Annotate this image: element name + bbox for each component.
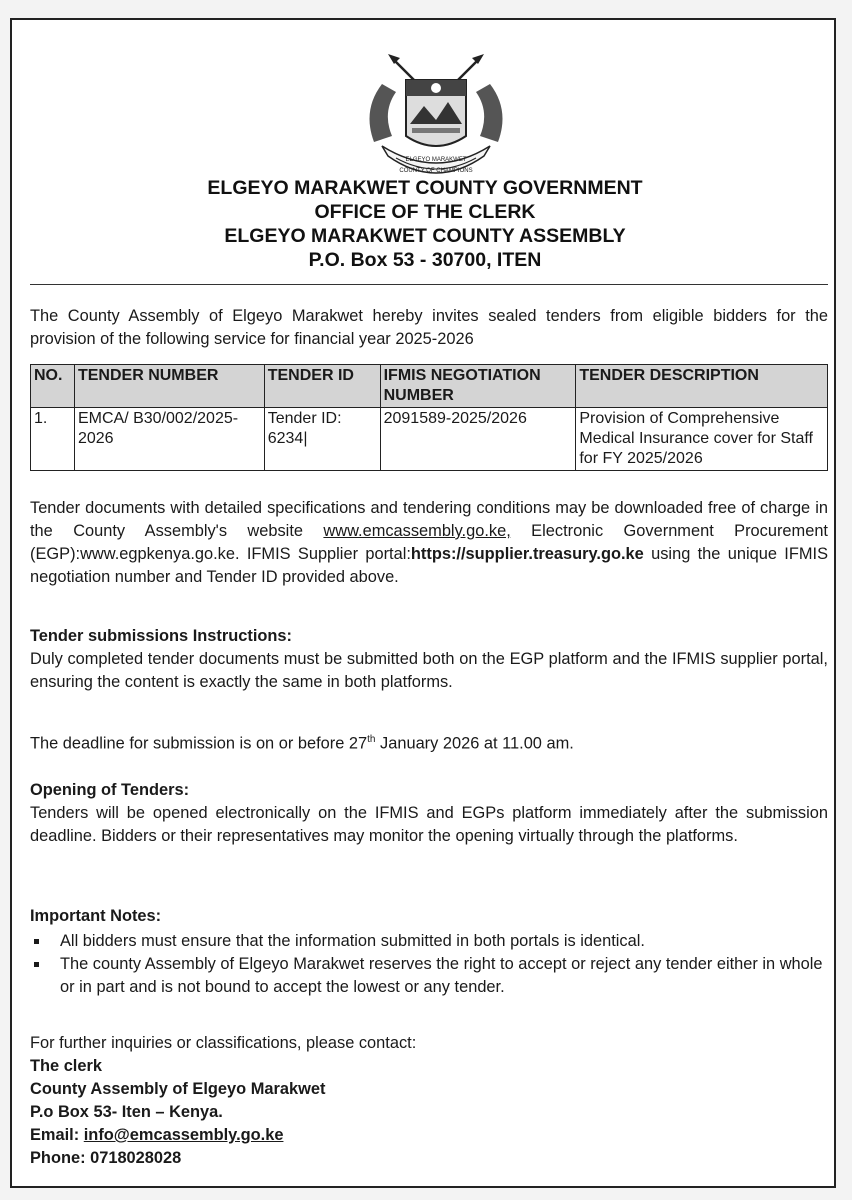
- header-line-1: ELGEYO MARAKWET COUNTY GOVERNMENT: [207, 177, 643, 199]
- cell-tender-number: EMCA/ B30/002/2025-2026: [74, 408, 264, 471]
- county-crest-logo: [352, 40, 520, 188]
- intro-paragraph: The County Assembly of Elgeyo Marakwet hereby invites sealed tenders from eligible bidders for the provision of the following service for financial year 2025-2026: [30, 307, 828, 348]
- table-row: [31, 408, 828, 471]
- contact-box: P.o Box 53- Iten – Kenya.: [30, 1103, 223, 1121]
- table-header-row: [31, 365, 828, 408]
- documents-text-3: using the unique IFMIS negotiation number and Tender ID provided above.: [30, 545, 828, 586]
- contact-intro: For further inquiries or classifications, please contact:: [30, 1034, 417, 1052]
- email-link[interactable]: info@emcassembly.go.ke: [83, 1126, 284, 1144]
- deadline-sup: th: [367, 734, 376, 745]
- deadline-text: [30, 728, 828, 755]
- submission-title: Tender submissions Instructions:: [30, 627, 292, 645]
- header-line-2: OFFICE OF THE CLERK: [314, 201, 536, 223]
- tender-table: [30, 364, 828, 471]
- col-header-tender-number: TENDER NUMBER: [74, 365, 264, 408]
- documents-text-2: Electronic Government Procurement (EGP):www.egpkenya.go.ke. IFMIS Supplier portal:: [30, 522, 828, 563]
- website-link[interactable]: www.emcassembly.go.ke,: [323, 522, 511, 540]
- email-label: Email:: [30, 1126, 84, 1144]
- list-item: All bidders must ensure that the information submitted in both portals is identical.: [30, 930, 828, 953]
- header-divider: [30, 284, 828, 285]
- col-header-ifmis-number: IFMIS NEGOTIATION NUMBER: [380, 365, 576, 408]
- col-header-tender-id: TENDER ID: [264, 365, 380, 408]
- list-item: The county Assembly of Elgeyo Marakwet reserves the right to accept or reject any tender either in whole or in part and is not bound to accept the lowest or any tender.: [30, 953, 828, 999]
- cell-description: Provision of Comprehensive Medical Insurance cover for Staff for FY 2025/2026: [576, 408, 828, 471]
- header-line-3: ELGEYO MARAKWET COUNTY ASSEMBLY: [224, 225, 626, 247]
- col-header-no: NO.: [31, 365, 75, 408]
- contact-phone: Phone: 0718028028: [30, 1149, 182, 1167]
- opening-title: Opening of Tenders:: [30, 781, 190, 799]
- cell-tender-id: Tender ID: 6234|: [264, 408, 380, 471]
- col-header-description: TENDER DESCRIPTION: [576, 365, 828, 408]
- contact-name: The clerk: [30, 1057, 102, 1075]
- cell-no: 1.: [31, 408, 75, 471]
- supplier-portal-link[interactable]: https://supplier.treasury.go.ke: [410, 545, 644, 563]
- bullet-icon: [34, 962, 39, 967]
- crest-ribbon-top: ELGEYO MARAKWET: [405, 157, 467, 163]
- deadline-prefix: The deadline for submission is on or before 27: [30, 734, 368, 753]
- bullet-icon: [34, 939, 39, 944]
- header-line-4: P.O. Box 53 - 30700, ITEN: [308, 249, 542, 271]
- deadline-suffix: January 2026 at 11.00 am.: [375, 734, 574, 753]
- contact-block: [30, 1032, 730, 1170]
- crest-ribbon-bottom: COUNTY OF CHAMPIONS: [399, 168, 473, 174]
- notes-list: [30, 930, 828, 999]
- documents-paragraph: [30, 497, 828, 589]
- contact-org: County Assembly of Elgeyo Marakwet: [30, 1080, 326, 1098]
- notes-title: Important Notes:: [30, 907, 162, 925]
- submission-text: Duly completed tender documents must be submitted both on the EGP platform and the IFMIS supplier portal, ensuring the content is exactly the same in both platforms.: [30, 650, 828, 691]
- contact-email-line: [30, 1124, 730, 1147]
- documents-text-1: Tender documents with detailed specifications and tendering conditions may be downloaded free of charge in the County Assembly's website: [30, 499, 828, 540]
- cell-ifmis-number: 2091589-2025/2026: [380, 408, 576, 471]
- tender-notice: [10, 18, 836, 1188]
- opening-text: Tenders will be opened electronically on the IFMIS and EGPs platform immediately after the submission deadline. Bidders or their representatives may monitor the opening virtually through the platforms.: [30, 804, 828, 845]
